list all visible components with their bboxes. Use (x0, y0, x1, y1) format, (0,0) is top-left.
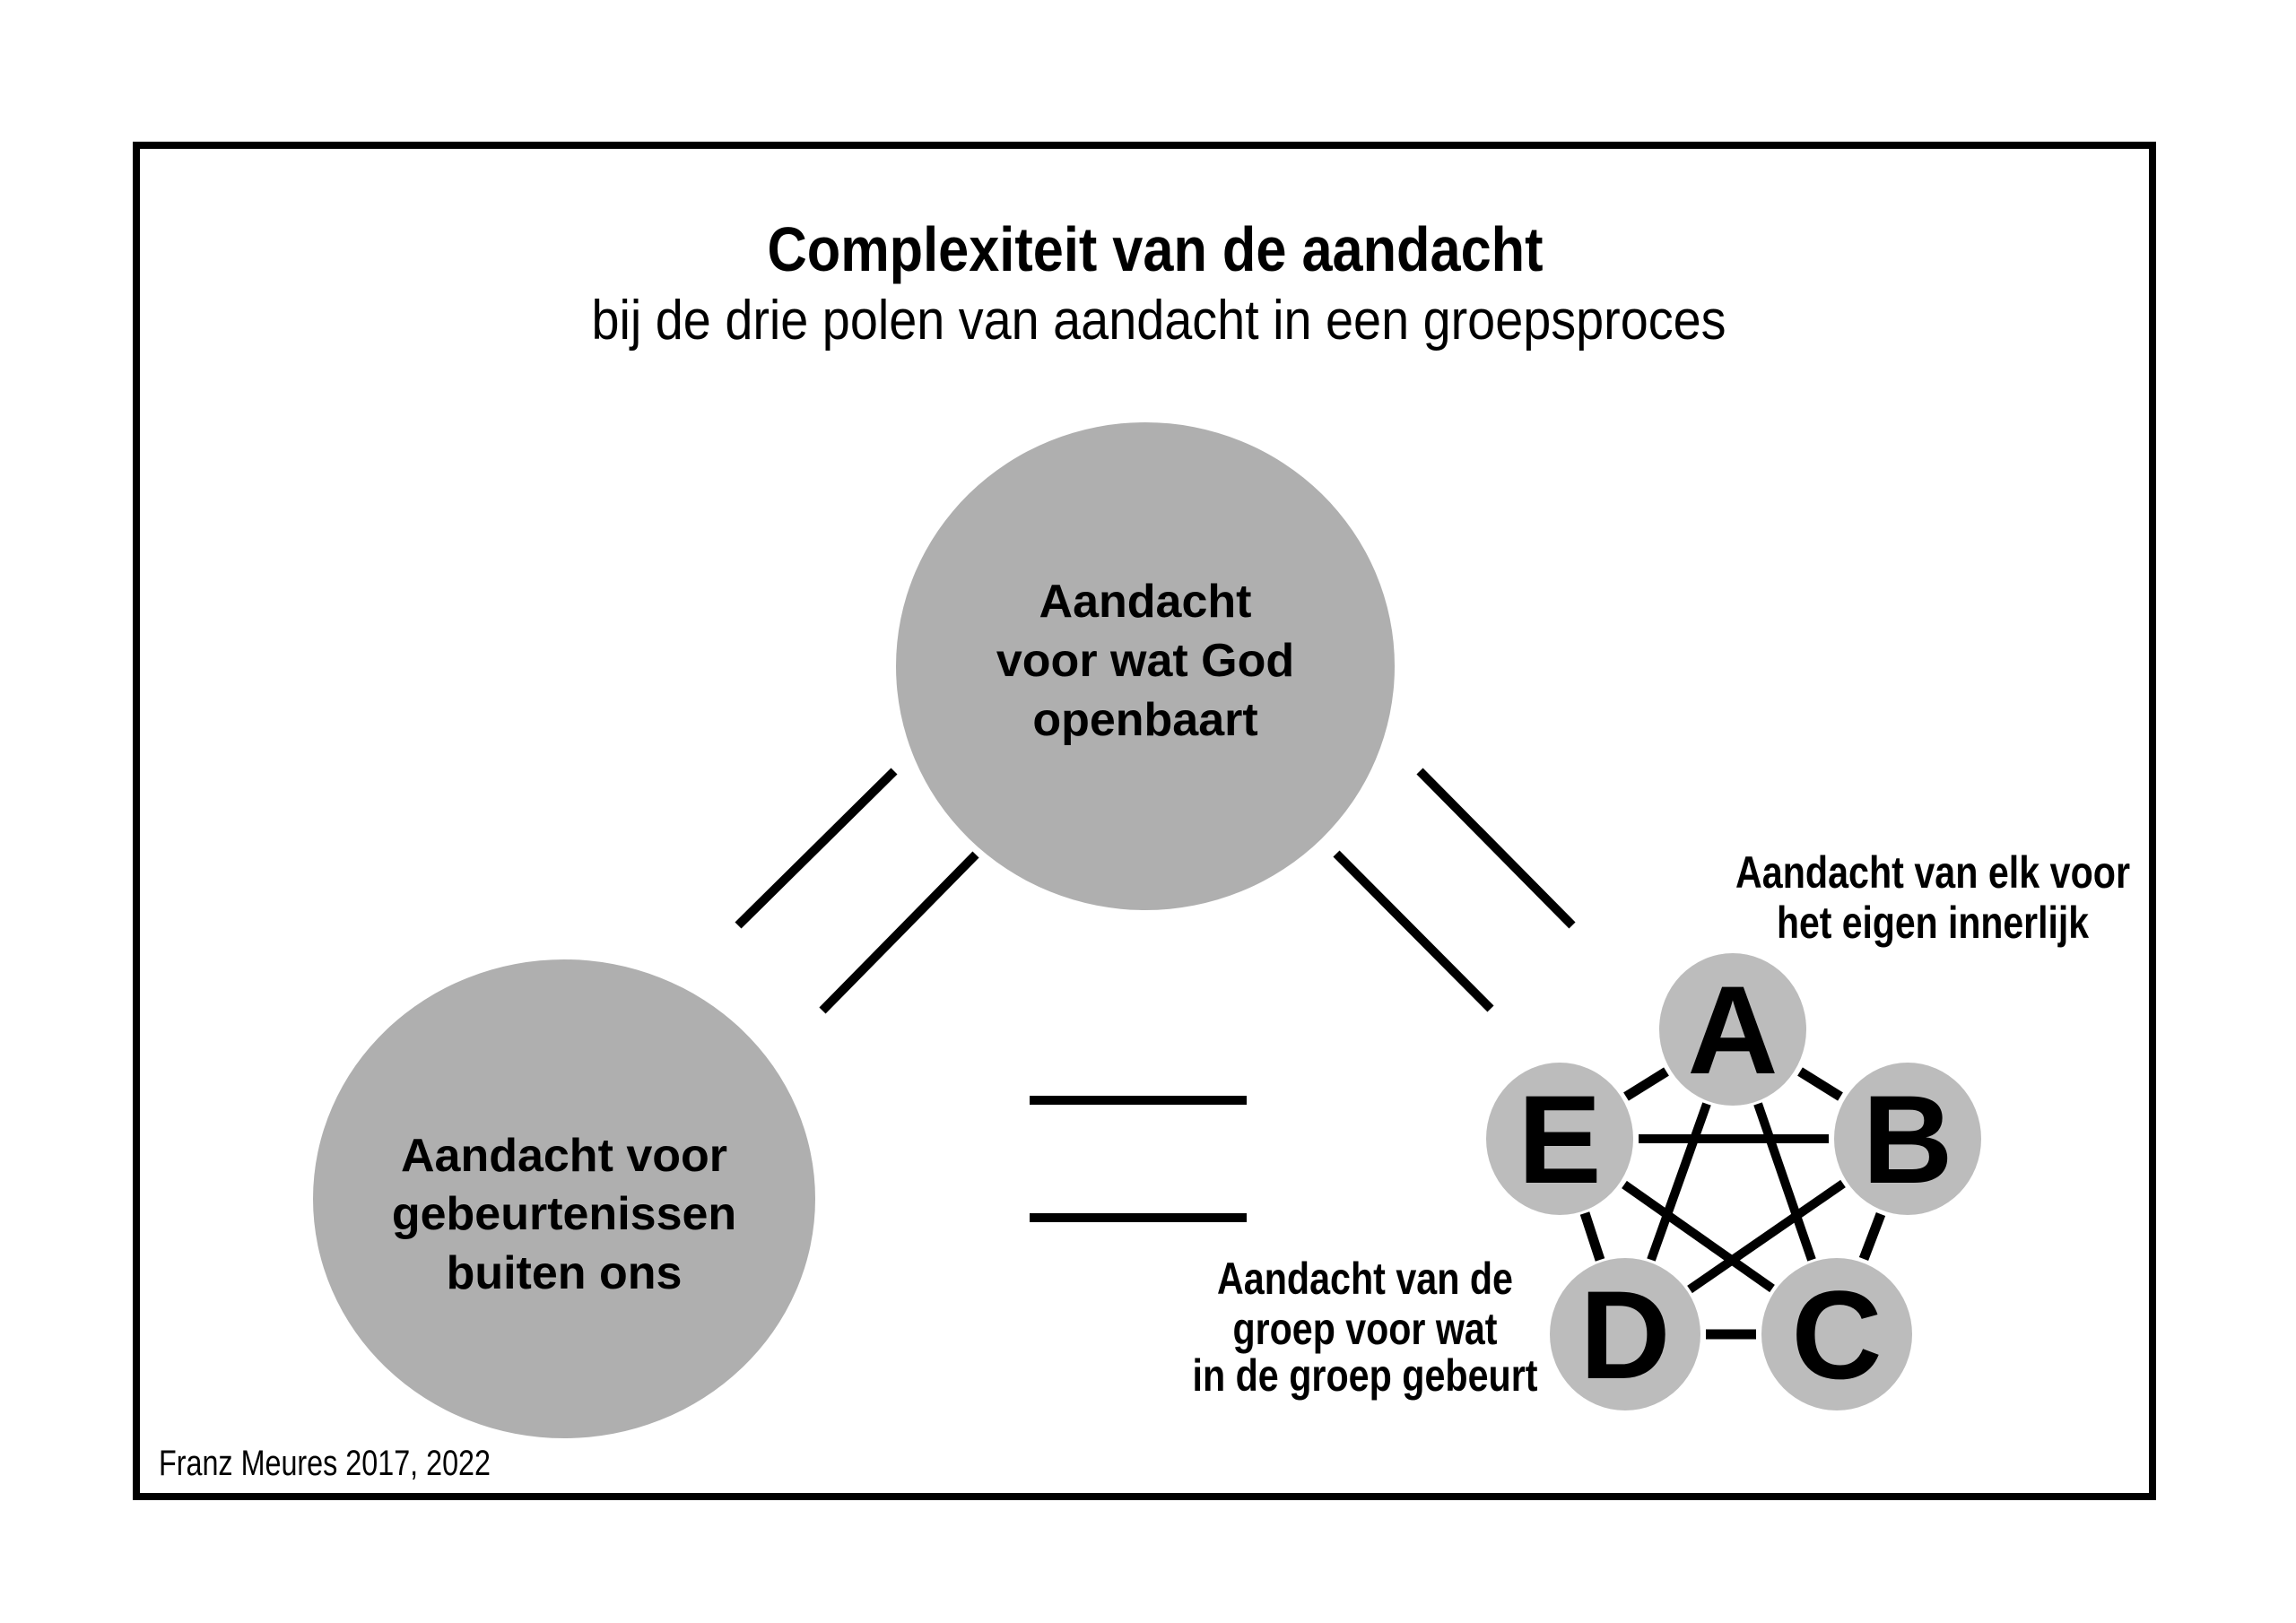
member-letter-b (1862, 1069, 1952, 1210)
connector-god-events (738, 771, 976, 1011)
label-group-line-2: groep voor wat (1232, 1304, 1498, 1354)
member-node-b (1834, 1063, 1981, 1215)
member-letter-c (1791, 1264, 1882, 1405)
pole-god-label-line-1: Aandacht (1039, 576, 1252, 628)
label-group-line-1: Aandacht van de (1217, 1254, 1513, 1304)
member-letter-d-text: D (1579, 1264, 1671, 1405)
member-letter-a-text: A (1687, 959, 1779, 1100)
member-node-a (1659, 953, 1806, 1106)
pentagon-diagonals (1624, 1104, 1843, 1289)
label-individual-line-2: het eigen innerlijk (1777, 898, 2090, 948)
edge-a-b (1800, 1072, 1840, 1097)
pentagon-members (1486, 953, 1981, 1410)
edge-e-d (1585, 1213, 1600, 1260)
member-letter-d (1579, 1264, 1670, 1405)
member-node-c (1761, 1258, 1912, 1410)
edge-b-c (1864, 1214, 1881, 1259)
connector-god-group-line-1 (1420, 771, 1572, 925)
connector-god-events-line-2 (822, 855, 976, 1011)
label-individual-line-1: Aandacht van elk voor (1735, 847, 2130, 898)
page-title: Complexiteit van de aandacht (767, 214, 1544, 284)
edge-a-e (1626, 1072, 1666, 1097)
member-letter-e-text: E (1518, 1069, 1602, 1210)
footer-credit: Franz Meures 2017, 2022 (159, 1444, 491, 1483)
pole-outside-events-label-line-3: buiten ons (446, 1247, 683, 1299)
connector-god-group-line-2 (1336, 854, 1491, 1009)
connector-events-group (1030, 1100, 1247, 1218)
member-letter-c-text: C (1791, 1264, 1883, 1405)
member-letter-e (1518, 1069, 1601, 1210)
page-subtitle: bij de drie polen van aandacht in een groepsproces (591, 290, 1726, 352)
member-node-d (1550, 1258, 1700, 1410)
pole-god (896, 422, 1395, 910)
label-group-attention (1193, 1254, 1538, 1401)
pole-god-label-line-2: voor wat God (996, 635, 1295, 687)
pole-outside-events-label-line-2: gebeurtenissen (391, 1188, 737, 1240)
label-individual-attention (1735, 847, 2130, 948)
pole-outside-events (313, 959, 815, 1438)
member-letter-a (1687, 959, 1778, 1100)
pole-god-label-line-3: openbaart (1032, 694, 1258, 746)
label-group-line-3: in de groep gebeurt (1192, 1350, 1538, 1401)
pole-outside-events-label-line-1: Aandacht voor (400, 1130, 728, 1182)
connector-god-events-line-1 (738, 771, 894, 925)
member-node-e (1486, 1063, 1633, 1215)
member-letter-b-text: B (1862, 1069, 1953, 1210)
connector-god-group (1336, 771, 1572, 1009)
